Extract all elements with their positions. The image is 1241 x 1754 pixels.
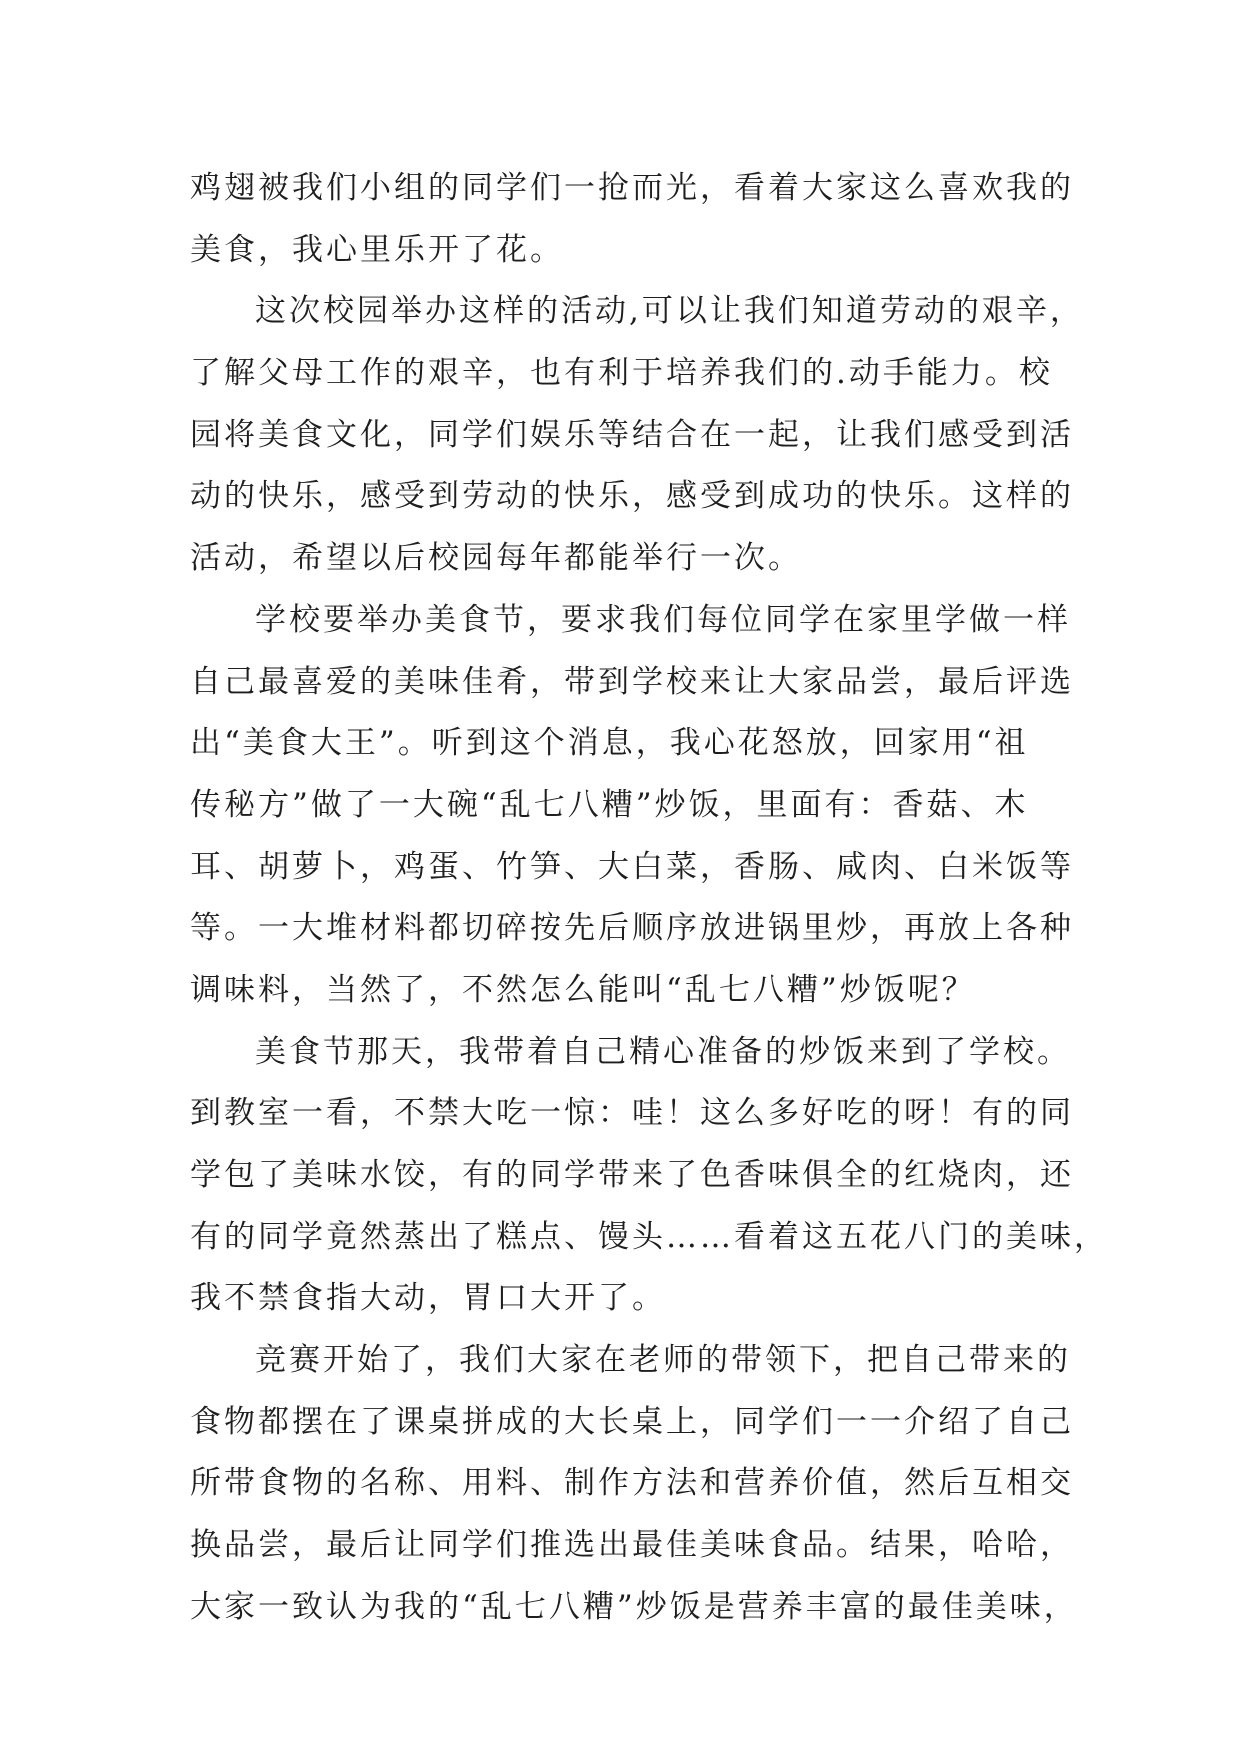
text-line: 耳、胡萝卜，鸡蛋、竹笋、大白菜，香肠、咸肉、白米饭等 <box>190 848 1074 885</box>
text-line: 美食，我心里乐开了花。 <box>190 231 564 268</box>
text-line: 到教室一看，不禁大吃一惊：哇！这么多好吃的呀！有的同 <box>190 1095 1074 1132</box>
text-line: 出“美食大王”。听到这个消息，我心花怒放，回家用“祖 <box>190 725 1029 762</box>
text-line: 等。一大堆材料都切碎按先后顺序放进锅里炒，再放上各种 <box>190 910 1074 947</box>
text-line: 自己最喜爱的美味佳肴，带到学校来让大家品尝，最后评选 <box>190 663 1074 700</box>
paragraph-start-line: 竞赛开始了，我们大家在老师的带领下，把自己带来的 <box>255 1342 1071 1379</box>
paragraph-start-line: 这次校园举办这样的活动,可以让我们知道劳动的艰辛， <box>255 293 1084 330</box>
text-line: 大家一致认为我的“乱七八糟”炒饭是营养丰富的最佳美味， <box>190 1588 1078 1625</box>
text-line: 换品尝，最后让同学们推选出最佳美味食品。结果，哈哈， <box>190 1527 1074 1564</box>
paragraph-start-line: 美食节那天，我带着自己精心准备的炒饭来到了学校。 <box>255 1033 1071 1070</box>
text-line: 动的快乐，感受到劳动的快乐，感受到成功的快乐。这样的 <box>190 478 1074 515</box>
text-line: 鸡翅被我们小组的同学们一抢而光，看着大家这么喜欢我的 <box>190 170 1074 206</box>
text-line: 有的同学竟然蒸出了糕点、馒头……看着这五花八门的美味， <box>190 1218 1108 1255</box>
text-line: 传秘方”做了一大碗“乱七八糟”炒饭，里面有：香菇、木 <box>190 786 1029 823</box>
text-line: 我不禁食指大动，胃口大开了。 <box>190 1280 666 1317</box>
text-line: 调味料，当然了，不然怎么能叫“乱七八糟”炒饭呢？ <box>190 971 976 1008</box>
paragraph-start-line: 学校要举办美食节，要求我们每位同学在家里学做一样 <box>255 601 1071 638</box>
text-line: 了解父母工作的艰辛，也有利于培养我们的.动手能力。校 <box>190 355 1053 392</box>
text-line: 所带食物的名称、用料、制作方法和营养价值，然后互相交 <box>190 1465 1074 1502</box>
text-line: 园将美食文化，同学们娱乐等结合在一起，让我们感受到活 <box>190 416 1074 453</box>
text-line: 活动，希望以后校园每年都能举行一次。 <box>190 540 802 577</box>
document-body <box>190 158 1108 1639</box>
text-line: 食物都摆在了课桌拼成的大长桌上，同学们一一介绍了自己 <box>190 1403 1074 1440</box>
text-line: 学包了美味水饺，有的同学带来了色香味俱全的红烧肉，还 <box>190 1157 1074 1193</box>
